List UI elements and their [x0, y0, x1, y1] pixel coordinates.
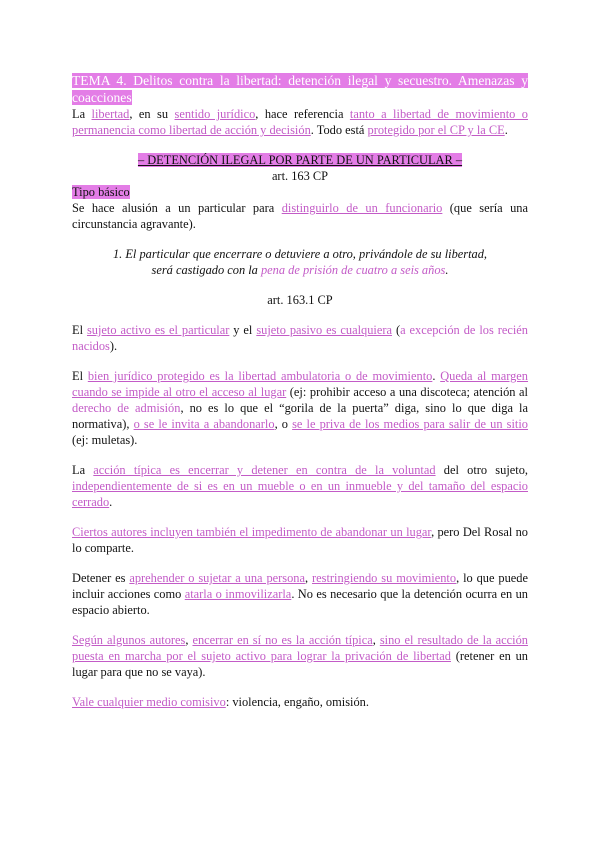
highlight-phrase: Ciertos autores incluyen también el impedimento de abandonar un lugar [72, 525, 432, 539]
text: ). [109, 339, 118, 353]
highlight-phrase: sino el resultado de la acción puesta en marcha por el sujeto activo para lograr la privación de libertad [72, 633, 528, 663]
tipo-basico-label-block [72, 184, 528, 200]
text: El [72, 323, 87, 337]
text: La [72, 463, 94, 477]
document-title-block [72, 72, 528, 106]
highlight-phrase: aprehender o sujetar a una persona [129, 571, 305, 585]
medio-comisivo-paragraph [72, 694, 528, 710]
highlight-phrase: encerrar en sí no es la acción típica [192, 633, 373, 647]
sujetos-paragraph [72, 322, 528, 354]
text: : violencia, engaño, omisión. [225, 695, 369, 709]
legal-quote-line-2 [72, 262, 528, 278]
article-reference-2: art. 163.1 CP [267, 293, 333, 307]
section-heading: – DETENCIÓN ILEGAL POR PARTE DE UN PARTICULAR – [137, 153, 463, 167]
highlight-phrase: independientemente de si es en un mueble o en un inmueble y del tamaño del espacio cerrado [72, 479, 528, 509]
highlight-phrase: sujeto pasivo es cualquiera [256, 323, 393, 337]
article-reference: art. 163 CP [271, 169, 329, 183]
accion-tipica-paragraph [72, 462, 528, 510]
highlight-phrase: bien jurídico protegido es la libertad ambulatoria o de movimiento [87, 369, 433, 383]
text: y el [229, 323, 257, 337]
text: (retener en un lugar para que no se vaya). [72, 649, 528, 679]
text: . No es necesario que la detención ocurra en un espacio abierto. [72, 587, 528, 617]
text: , pero Del Rosal no lo comparte. [72, 525, 528, 555]
text: . Todo está [310, 123, 368, 137]
highlight-phrase: a excepción de los recién nacidos [72, 323, 529, 353]
bien-juridico-paragraph [72, 368, 528, 448]
highlight-phrase: Queda al margen cuando se impide al otro el acceso al lugar [72, 369, 529, 399]
text: Se hace alusión a un particular para [72, 201, 282, 215]
highlight-phrase: acción típica es encerrar y detener en contra de la voluntad [93, 463, 436, 477]
text: , hace referencia [255, 107, 350, 121]
intro-paragraph [72, 106, 528, 138]
highlight-phrase: tanto a libertad de movimiento o permanencia como libertad de acción y decisión [72, 107, 528, 137]
text: , [372, 633, 380, 647]
highlight-phrase: Según algunos autores [72, 633, 186, 647]
text: Detener es [72, 571, 130, 585]
highlight-phrase: restringiendo su movimiento [312, 571, 457, 585]
text: ( [392, 323, 401, 337]
highlight-phrase: sujeto activo es el particular [86, 323, 230, 337]
highlight-phrase: o se le invita a abandonarlo [133, 417, 275, 431]
text: , en su [129, 107, 175, 121]
text: , lo que puede incluir acciones como [72, 571, 528, 601]
text: . [504, 123, 508, 137]
tipo-basico-paragraph [72, 200, 528, 232]
section-heading-block [72, 152, 528, 168]
document-title: TEMA 4. Delitos contra la libertad: detención ilegal y secuestro. Amenazas y coacciones [72, 73, 528, 105]
highlight-phrase: derecho de admisión [72, 401, 181, 415]
segun-autores-paragraph [72, 632, 528, 680]
highlight-phrase: se le priva de los medios para salir de un sitio [292, 417, 529, 431]
text: (ej: prohibir acceso a una discoteca; atención al [286, 385, 528, 399]
highlight-phrase: sentido jurídico [174, 107, 256, 121]
detener-paragraph [72, 570, 528, 618]
text: , no es lo que el “gorila de la puerta” diga, sino lo que diga la normativa), [72, 401, 528, 431]
highlight-phrase: distinguirlo de un funcionario [281, 201, 443, 215]
tipo-basico-label: Tipo básico [72, 185, 130, 199]
text: . [445, 263, 449, 277]
text: será castigado con la [151, 263, 261, 277]
text: . [432, 369, 441, 383]
autores-paragraph [72, 524, 528, 556]
text: . [109, 495, 113, 509]
text: La [72, 107, 92, 121]
highlight-phrase: Vale cualquier medio comisivo [72, 695, 226, 709]
highlight-phrase: pena de prisión de cuatro a seis años [260, 263, 446, 277]
text: , o [274, 417, 293, 431]
text: , [185, 633, 193, 647]
text: (ej: muletas). [72, 433, 138, 447]
text: El [72, 369, 88, 383]
text: (que sería una circunstancia agravante). [72, 201, 528, 231]
text: del otro sujeto, [435, 463, 528, 477]
highlight-phrase: atarla o inmovilizarla [184, 587, 292, 601]
text: , [305, 571, 312, 585]
highlight-phrase: protegido por el CP y la CE [367, 123, 505, 137]
highlight-phrase: libertad [91, 107, 130, 121]
legal-quote-line-1: 1. El particular que encerrare o detuviere a otro, privándole de su libertad, [112, 247, 488, 261]
